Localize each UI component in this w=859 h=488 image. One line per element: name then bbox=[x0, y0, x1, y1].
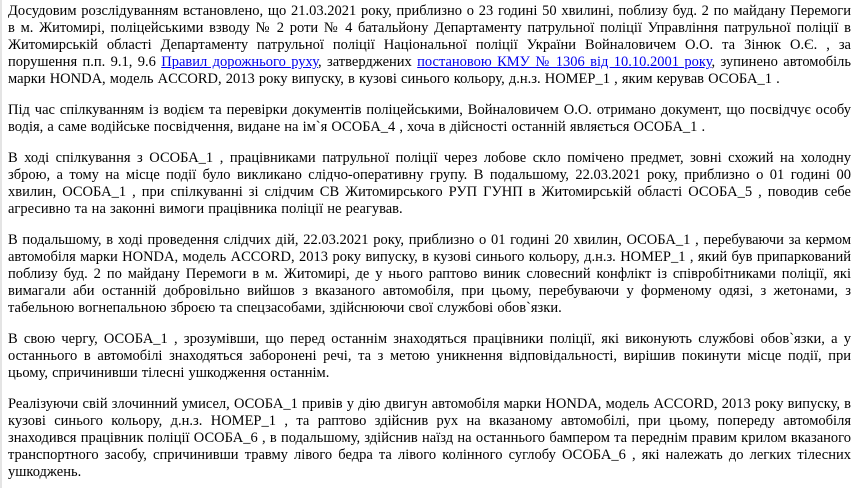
paragraph-decision-to-flee bbox=[8, 331, 851, 382]
paragraph-text: В свою чергу, ОСОБА_1 , зрозумівши, що перед останнім знаходяться працівники поліції, які виконують службові обов`язки, а у останнього в автомобілі знаходяться заборонені речі, та з метою уникнення відповідальності, вирішив покинути місце події, при цьому, спричинивши тілесні ушкодження останнім. bbox=[8, 331, 851, 381]
paragraph-verbal-conflict bbox=[8, 232, 851, 317]
paragraph-pretrial-stop bbox=[8, 3, 851, 88]
paragraph-text: В подальшому, в ході проведення слідчих дій, 22.03.2021 року, приблизно о 01 годині 20 хвилин, ОСОБА_1 , перебуваючи за кермом автомобіля марки HONDA, модель ACCORD, 2013 року випуску, в кузові синього кольору, д.н.з. НОМЕР_1 , який був припаркований поблизу буд. 2 по майдану Перемоги в м. Житомирі, де у нього раптово виник словесний конфлікт із співробітниками поліції, які вимагали аби останній добровільно вийшов з вказаного автомобіля, при цьому, перебуваючи у форменому одязі, з жетонами, з табельною вогнепальною зброєю та спецзасобами, здійснюючи свої службові обов`язки. bbox=[8, 232, 851, 316]
paragraph-vehicle-assault bbox=[8, 396, 851, 481]
paragraph-driver-documents bbox=[8, 102, 851, 136]
paragraph-text: , затверджених bbox=[318, 54, 418, 70]
paragraph-text: , зупинено автомобіль марки HONDA, модель ACCORD, 2013 року випуску, в кузові синього кольору, д.н.з. НОМЕР_1 , яким керував ОСОБА_1 . bbox=[8, 54, 851, 87]
link-traffic-rules[interactable]: Правил дорожнього руху bbox=[161, 54, 318, 70]
paragraph-text: Досудовим розслідуванням встановлено, що 21.03.2021 року, приблизно о 23 годині 50 хвилині, поблизу буд. 2 по майдану Перемоги в м. Житомирі, поліцейськими взводу № 2 роти № 4 батальйону Департаменту патрульної поліції Управління патрульної поліції в Житомирській області Департаменту патрульної поліції Національної поліції України Войналовичем О.О. та Зінюк О.Є. , за порушення п.п. 9.1, 9.6 bbox=[8, 3, 851, 70]
paragraph-text: Реалізуючи свій злочинний умисел, ОСОБА_1 привів у дію двигун автомобіля марки HONDA, модель ACCORD, 2013 року випуску, в кузові синього кольору, д.н.з. НОМЕР_1 , та раптово здійснив рух на вказаному автомобілі, при цьому, попереду автомобіля знаходився працівник поліції ОСОБА_6 , в подальшому, здійснив наїзд на останнього бампером та переднім правим крилом вказаного транспортного засобу, спричинивши травму лівого бедра та лівого колінного суглобу ОСОБА_6 , які належать до легких тілесних ушкоджень. bbox=[8, 396, 851, 480]
paragraph-text: В ході спілкування з ОСОБА_1 , працівниками патрульної поліції через лобове скло помічено предмет, зовні схожий на холодну зброю, а тому на місце події було викликано слідчо-оперативну групу. В подальшому, 22.03.2021 року, приблизно о 01 годині 00 хвилин, ОСОБА_1 , при спілкуванні зі слідчим СВ Житомирського РУП ГУНП в Житомирській області ОСОБА_5 , поводив себе агресивно та на законні вимоги працівника поліції не реагував. bbox=[8, 150, 851, 217]
paragraph-cold-weapon-spotted bbox=[8, 150, 851, 218]
paragraph-text: Під час спілкуванням із водієм та перевірки документів поліцейськими, Войналовичем О.О. отримано документ, що посвідчує особу водія, а саме водійське посвідчення, видане на ім`я ОСОБА_4 , хоча в дійсності останній являється ОСОБА_1 . bbox=[8, 102, 851, 135]
link-kmu-resolution-1306[interactable]: постановою КМУ № 1306 від 10.10.2001 року bbox=[417, 54, 712, 70]
